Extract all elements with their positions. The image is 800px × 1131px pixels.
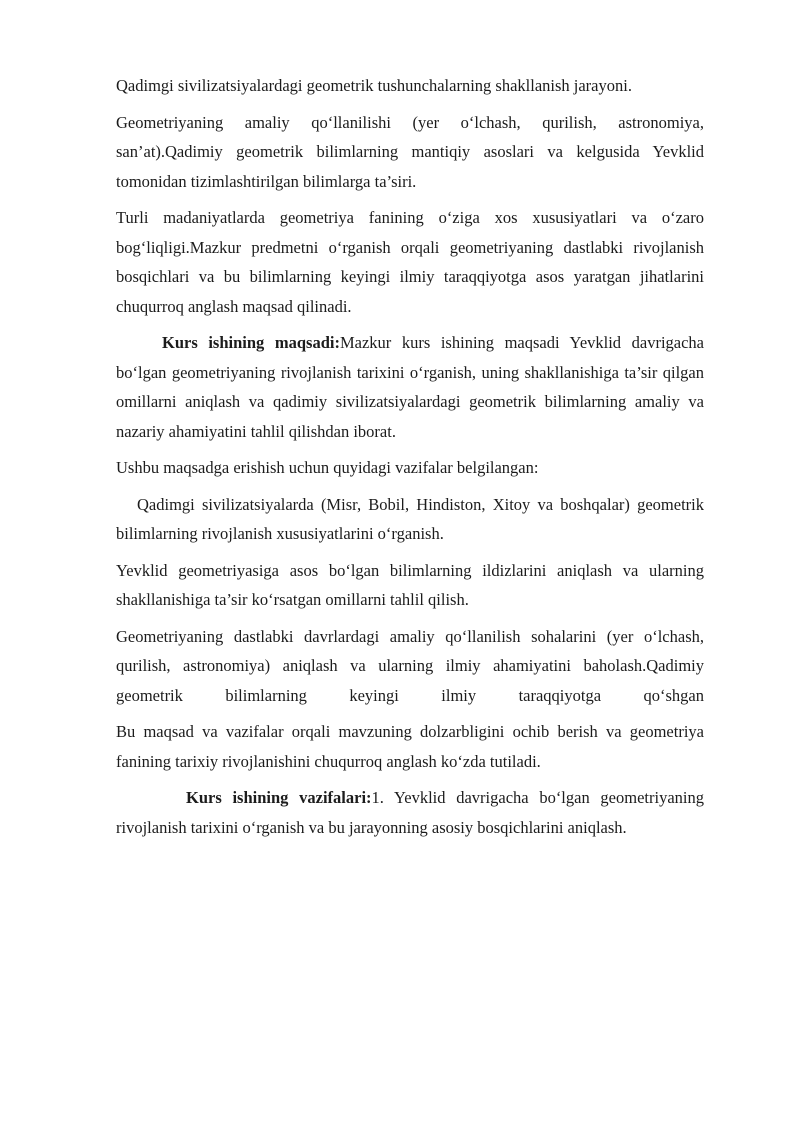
paragraph-cultures: Turli madaniyatlarda geometriya fanining o‘ziga xos xususiyatlari va o‘zaro bog‘liqligi.Mazkur predmetni o‘rganish orqali geometriyaning dastlabki rivojlanish bosqichlari va bu bilimlarning keyingi ilmiy taraqqiyotga asos yaratgan jihatlarini chuqurroq anglash maqsad qilinadi.	[116, 208, 704, 316]
course-tasks-label: Kurs ishining vazifalari:	[186, 788, 372, 807]
paragraph-course-tasks	[116, 783, 704, 842]
course-tasks-text: 1. Yevklid davrigacha bo‘lgan geometriyaning rivojlanish tarixini o‘rganish va bu jarayonning asosiy bosqichlarini aniqlash.	[116, 788, 704, 837]
paragraph-task-civilizations: Qadimgi sivilizatsiyalarda (Misr, Bobil, Hindiston, Xitoy va boshqalar) geometrik bilimlarning rivojlanish xususiyatlarini o‘rganish.	[116, 494, 704, 543]
course-goal-label: Kurs ishining maqsadi:	[162, 333, 340, 352]
paragraph-course-goal	[116, 328, 704, 446]
paragraph-practical-use: Geometriyaning amaliy qo‘llanilishi (yer o‘lchash, qurilish, astronomiya, san’at).Qadimiy geometrik bilimlarning mantiqiy asoslari va kelgusida Yevklid tomonidan tizimlashtirilgan bilimlarga ta’siri.	[116, 112, 704, 191]
paragraph-relevance: Bu maqsad va vazifalar orqali mavzuning dolzarbligini ochib berish va geometriya fanining tarixiy rivojlanishini chuqurroq anglash ko‘zda tutiladi.	[116, 722, 704, 771]
course-goal-text: Mazkur kurs ishining maqsadi Yevklid davrigacha bo‘lgan geometriyaning rivojlanish tarixini o‘rganish, uning shakllanishiga ta’sir qilgan omillarni aniqlash va qadimiy sivilizatsiyalardagi geometrik bilimlarning amaliy va nazariy ahamiyatini tahlil qilishdan iborat.	[116, 333, 705, 441]
paragraph-intro-topic: Qadimgi sivilizatsiyalardagi geometrik tushunchalarning shakllanish jarayoni.	[116, 76, 632, 95]
document-page	[116, 71, 704, 849]
paragraph-task-euclid-roots: Yevklid geometriyasiga asos bo‘lgan bilimlarning ildizlarini aniqlash va ularning shakllanishiga ta’sir ko‘rsatgan omillarni tahlil qilish.	[116, 560, 704, 609]
paragraph-task-practical-areas: Geometriyaning dastlabki davrlardagi amaliy qo‘llanilish sohalarini (yer o‘lchash, qurilish, astronomiya) aniqlash va ularning ilmiy ahamiyatini baholash.Qadimiy geometrik bilimlarning keyingi ilmiy taraqqiyotga qo‘shgan	[116, 626, 704, 705]
paragraph-tasks-intro: Ushbu maqsadga erishish uchun quyidagi vazifalar belgilangan:	[116, 458, 539, 477]
